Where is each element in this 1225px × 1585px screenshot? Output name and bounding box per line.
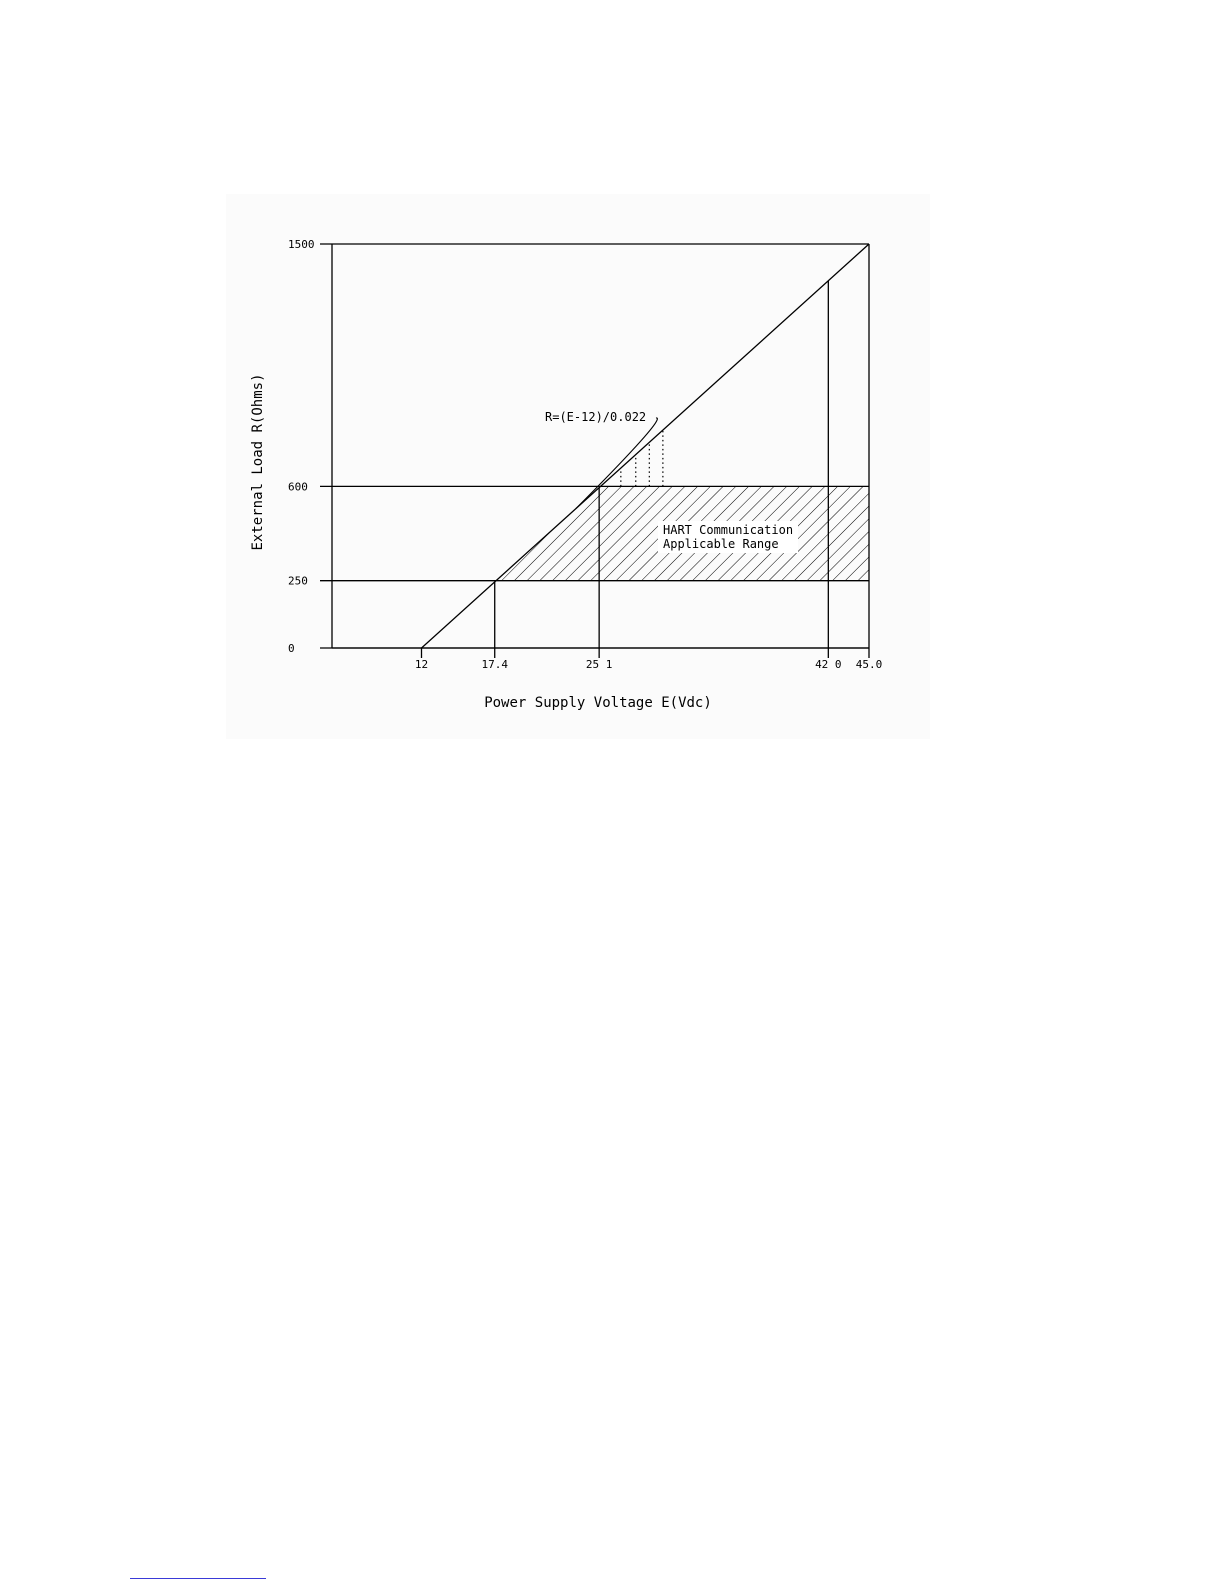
y-tick-label: 0 [288,642,295,655]
hart-range-label-line1: HART Communication [663,523,794,537]
x-tick-label: 12 [414,658,429,671]
x-tick-label: 17.4 [481,658,508,671]
x-axis-label: Power Supply Voltage E(Vdc) [484,695,712,711]
y-axis-label: External Load R(Ohms) [250,373,266,551]
hart-range-label-line2: Applicable Range [663,537,779,551]
x-tick-label: 25 1 [585,658,613,671]
footer-rule [130,1578,266,1579]
y-tick-label: 1500 [288,238,315,251]
y-tick-label: 250 [288,574,308,588]
formula-annotation: R=(E-12)/0.022 [545,410,647,424]
y-tick-label: 600 [288,480,308,494]
x-tick-label: 42 0 [815,658,842,671]
series-load-line [422,244,870,648]
x-tick-label: 45.0 [855,658,883,671]
